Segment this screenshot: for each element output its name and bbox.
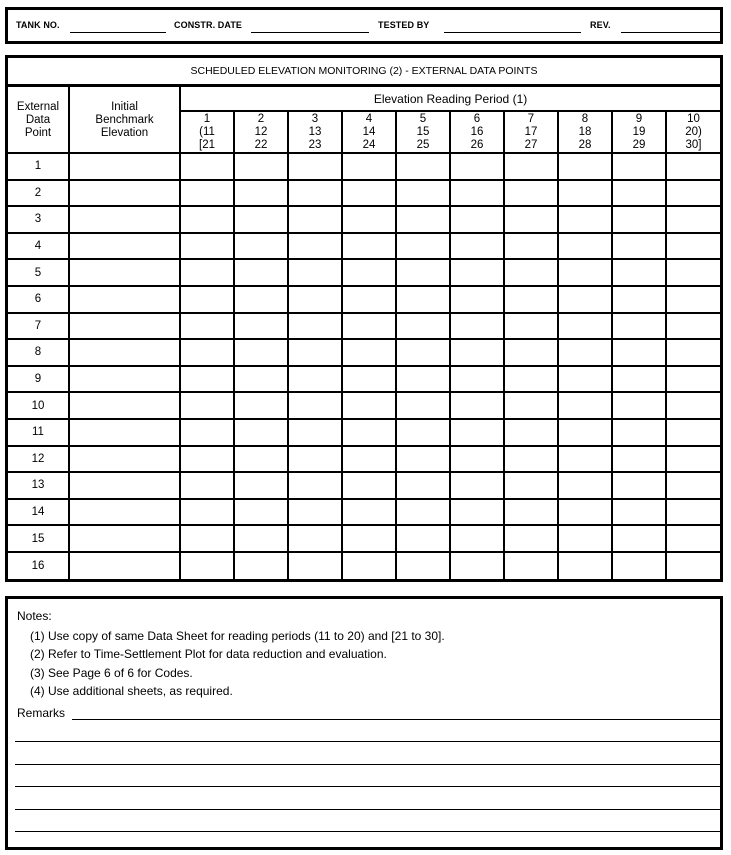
reading-cell-period-10[interactable] [666,499,720,526]
reading-cell-period-2[interactable] [234,552,288,579]
reading-cell-period-9[interactable] [612,392,666,419]
reading-cell-period-8[interactable] [558,472,612,499]
reading-cell-period-3[interactable] [288,206,342,233]
reading-cell-period-6[interactable] [450,313,504,340]
reading-cell-period-4[interactable] [342,259,396,286]
reading-cell-period-1[interactable] [180,286,234,313]
data-point-number: 6 [8,286,69,313]
reading-cell-period-1[interactable] [180,525,234,552]
table-row [8,259,720,286]
reading-cell-period-4[interactable] [342,392,396,419]
reading-cell-period-3[interactable] [288,472,342,499]
reading-cell-period-8[interactable] [558,153,612,180]
reading-cell-period-6[interactable] [450,339,504,366]
reading-cell-period-2[interactable] [234,180,288,207]
reading-cell-period-1[interactable] [180,446,234,473]
reading-cell-period-9[interactable] [612,419,666,446]
constr-date-field[interactable] [251,32,369,33]
reading-cell-period-4[interactable] [342,472,396,499]
reading-cell-period-10[interactable] [666,366,720,393]
reading-cell-period-10[interactable] [666,552,720,579]
data-point-number: 1 [8,153,69,180]
reading-cell-period-8[interactable] [558,525,612,552]
reading-cell-period-8[interactable] [558,499,612,526]
reading-cell-period-6[interactable] [450,180,504,207]
rev-field[interactable] [621,32,720,33]
note-2: (2) Refer to Time-Settlement Plot for data reduction and evaluation. [30,647,387,661]
reading-cell-period-9[interactable] [612,259,666,286]
reading-cell-period-3[interactable] [288,233,342,260]
reading-cell-period-7[interactable] [504,419,558,446]
reading-cell-period-8[interactable] [558,552,612,579]
reading-cell-period-7[interactable] [504,180,558,207]
reading-cell-period-5[interactable] [396,552,450,579]
period-header-9: 9 19 29 [612,111,666,153]
reading-cell-period-10[interactable] [666,180,720,207]
reading-cell-period-9[interactable] [612,286,666,313]
reading-cell-period-9[interactable] [612,233,666,260]
reading-cell-period-7[interactable] [504,206,558,233]
note-4: (4) Use additional sheets, as required. [30,684,233,698]
reading-cell-period-5[interactable] [396,153,450,180]
data-point-number: 13 [8,472,69,499]
reading-cell-period-6[interactable] [450,259,504,286]
notes-title: Notes: [17,609,52,623]
benchmark-elevation-cell[interactable] [69,206,180,233]
constr-date-label: CONSTR. DATE [174,20,243,30]
remarks-label: Remarks [17,706,66,720]
data-point-number: 10 [8,392,69,419]
benchmark-elevation-cell[interactable] [69,499,180,526]
reading-cell-period-3[interactable] [288,419,342,446]
reading-cell-period-6[interactable] [450,552,504,579]
reading-cell-period-8[interactable] [558,366,612,393]
header-box [5,7,723,44]
table-row [8,446,720,473]
reading-cell-period-9[interactable] [612,180,666,207]
reading-cell-period-1[interactable] [180,339,234,366]
elevation-reading-period-header: Elevation Reading Period (1) [180,87,720,111]
data-point-number: 4 [8,233,69,260]
reading-cell-period-4[interactable] [342,180,396,207]
reading-cell-period-4[interactable] [342,233,396,260]
reading-cell-period-9[interactable] [612,313,666,340]
reading-cell-period-3[interactable] [288,339,342,366]
notes-box [5,596,723,850]
reading-cell-period-10[interactable] [666,259,720,286]
reading-cell-period-4[interactable] [342,552,396,579]
reading-cell-period-10[interactable] [666,153,720,180]
benchmark-elevation-cell[interactable] [69,313,180,340]
reading-cell-period-4[interactable] [342,313,396,340]
reading-cell-period-2[interactable] [234,286,288,313]
reading-cell-period-1[interactable] [180,233,234,260]
reading-cell-period-7[interactable] [504,472,558,499]
data-point-number: 14 [8,499,69,526]
note-3: (3) See Page 6 of 6 for Codes. [30,666,193,680]
reading-cell-period-1[interactable] [180,180,234,207]
reading-cell-period-10[interactable] [666,419,720,446]
table-row [8,286,720,313]
reading-cell-period-7[interactable] [504,233,558,260]
reading-cell-period-9[interactable] [612,446,666,473]
data-point-number: 16 [8,552,69,579]
reading-cell-period-2[interactable] [234,366,288,393]
reading-cell-period-1[interactable] [180,392,234,419]
data-point-number: 12 [8,446,69,473]
reading-cell-period-9[interactable] [612,206,666,233]
tank-no-field[interactable] [70,32,166,33]
reading-cell-period-2[interactable] [234,259,288,286]
data-point-number: 3 [8,206,69,233]
reading-cell-period-5[interactable] [396,446,450,473]
period-header-10: 10 20) 30] [666,111,720,153]
table-row [8,525,720,552]
reading-cell-period-7[interactable] [504,392,558,419]
reading-cell-period-1[interactable] [180,499,234,526]
col-external-data-point: External Data Point [8,87,69,153]
data-point-number: 9 [8,366,69,393]
tested-by-label: TESTED BY [378,20,430,30]
table-row [8,180,720,207]
reading-cell-period-5[interactable] [396,206,450,233]
reading-cell-period-10[interactable] [666,206,720,233]
reading-cell-period-10[interactable] [666,233,720,260]
reading-cell-period-10[interactable] [666,446,720,473]
benchmark-elevation-cell[interactable] [69,153,180,180]
reading-cell-period-6[interactable] [450,419,504,446]
table-title: SCHEDULED ELEVATION MONITORING (2) - EXTERNAL DATA POINTS [8,58,720,87]
benchmark-elevation-cell[interactable] [69,525,180,552]
reading-cell-period-2[interactable] [234,419,288,446]
col-initial-benchmark-elevation: Initial Benchmark Elevation [69,87,180,153]
reading-cell-period-2[interactable] [234,339,288,366]
reading-cell-period-9[interactable] [612,153,666,180]
benchmark-elevation-cell[interactable] [69,339,180,366]
reading-cell-period-10[interactable] [666,286,720,313]
reading-cell-period-4[interactable] [342,525,396,552]
table-row [8,153,720,180]
reading-cell-period-3[interactable] [288,259,342,286]
reading-cell-period-4[interactable] [342,206,396,233]
tank-no-label: TANK NO. [16,20,60,30]
benchmark-elevation-cell[interactable] [69,180,180,207]
reading-cell-period-3[interactable] [288,180,342,207]
reading-cell-period-1[interactable] [180,552,234,579]
reading-cell-period-8[interactable] [558,313,612,340]
remarks-line-2[interactable] [15,741,723,742]
period-header-6: 6 16 26 [450,111,504,153]
period-header-4: 4 14 24 [342,111,396,153]
reading-cell-period-7[interactable] [504,525,558,552]
reading-cell-period-6[interactable] [450,392,504,419]
benchmark-elevation-cell[interactable] [69,233,180,260]
reading-cell-period-8[interactable] [558,259,612,286]
reading-cell-period-7[interactable] [504,259,558,286]
table-row [8,552,720,579]
reading-cell-period-4[interactable] [342,419,396,446]
reading-cell-period-2[interactable] [234,206,288,233]
reading-cell-period-2[interactable] [234,499,288,526]
reading-cell-period-2[interactable] [234,472,288,499]
reading-cell-period-6[interactable] [450,233,504,260]
reading-cell-period-3[interactable] [288,525,342,552]
reading-cell-period-9[interactable] [612,366,666,393]
period-header-3: 3 13 23 [288,111,342,153]
reading-cell-period-4[interactable] [342,286,396,313]
table-row [8,419,720,446]
reading-cell-period-1[interactable] [180,419,234,446]
reading-cell-period-3[interactable] [288,153,342,180]
data-table-box [5,55,723,582]
period-header-7: 7 17 27 [504,111,558,153]
period-header-2: 2 12 22 [234,111,288,153]
reading-cell-period-5[interactable] [396,472,450,499]
reading-cell-period-4[interactable] [342,499,396,526]
reading-cell-period-5[interactable] [396,259,450,286]
reading-cell-period-2[interactable] [234,392,288,419]
reading-cell-period-7[interactable] [504,313,558,340]
reading-cell-period-1[interactable] [180,153,234,180]
reading-cell-period-7[interactable] [504,153,558,180]
reading-cell-period-10[interactable] [666,339,720,366]
reading-cell-period-7[interactable] [504,499,558,526]
reading-cell-period-8[interactable] [558,339,612,366]
reading-cell-period-7[interactable] [504,339,558,366]
reading-cell-period-4[interactable] [342,339,396,366]
tested-by-field[interactable] [444,32,581,33]
reading-cell-period-1[interactable] [180,313,234,340]
reading-cell-period-5[interactable] [396,286,450,313]
reading-cell-period-9[interactable] [612,472,666,499]
reading-cell-period-3[interactable] [288,552,342,579]
reading-cell-period-5[interactable] [396,366,450,393]
table-row [8,472,720,499]
reading-cell-period-3[interactable] [288,499,342,526]
remarks-line-4[interactable] [15,786,723,787]
reading-cell-period-7[interactable] [504,366,558,393]
reading-cell-period-9[interactable] [612,499,666,526]
table-row [8,366,720,393]
rev-label: REV. [590,20,611,30]
reading-cell-period-6[interactable] [450,472,504,499]
reading-cell-period-4[interactable] [342,366,396,393]
reading-cell-period-8[interactable] [558,180,612,207]
note-1: (1) Use copy of same Data Sheet for reading periods (11 to 20) and [21 to 30]. [30,629,445,643]
reading-cell-period-5[interactable] [396,392,450,419]
reading-cell-period-5[interactable] [396,525,450,552]
reading-cell-period-2[interactable] [234,313,288,340]
elevation-table [8,87,720,579]
period-header-5: 5 15 25 [396,111,450,153]
reading-cell-period-6[interactable] [450,525,504,552]
reading-cell-period-7[interactable] [504,286,558,313]
reading-cell-period-2[interactable] [234,153,288,180]
reading-cell-period-3[interactable] [288,286,342,313]
period-header-8: 8 18 28 [558,111,612,153]
reading-cell-period-10[interactable] [666,525,720,552]
reading-cell-period-8[interactable] [558,206,612,233]
reading-cell-period-6[interactable] [450,366,504,393]
data-point-number: 8 [8,339,69,366]
table-row [8,206,720,233]
benchmark-elevation-cell[interactable] [69,446,180,473]
table-row [8,339,720,366]
reading-cell-period-5[interactable] [396,233,450,260]
reading-cell-period-6[interactable] [450,206,504,233]
reading-cell-period-4[interactable] [342,446,396,473]
reading-cell-period-1[interactable] [180,259,234,286]
reading-cell-period-5[interactable] [396,180,450,207]
data-point-number: 2 [8,180,69,207]
benchmark-elevation-cell[interactable] [69,472,180,499]
reading-cell-period-7[interactable] [504,552,558,579]
reading-cell-period-3[interactable] [288,313,342,340]
reading-cell-period-5[interactable] [396,313,450,340]
reading-cell-period-3[interactable] [288,392,342,419]
reading-cell-period-9[interactable] [612,525,666,552]
table-row [8,392,720,419]
reading-cell-period-8[interactable] [558,446,612,473]
reading-cell-period-1[interactable] [180,472,234,499]
remarks-line-1[interactable] [72,719,723,720]
reading-cell-period-3[interactable] [288,366,342,393]
benchmark-elevation-cell[interactable] [69,366,180,393]
reading-cell-period-8[interactable] [558,419,612,446]
reading-cell-period-5[interactable] [396,499,450,526]
table-row [8,233,720,260]
reading-cell-period-1[interactable] [180,206,234,233]
benchmark-elevation-cell[interactable] [69,392,180,419]
benchmark-elevation-cell[interactable] [69,419,180,446]
reading-cell-period-6[interactable] [450,446,504,473]
period-header-1: 1 (11 [21 [180,111,234,153]
reading-cell-period-5[interactable] [396,419,450,446]
table-row [8,313,720,340]
reading-cell-period-10[interactable] [666,313,720,340]
data-point-number: 5 [8,259,69,286]
reading-cell-period-9[interactable] [612,339,666,366]
reading-cell-period-6[interactable] [450,499,504,526]
table-row [8,499,720,526]
benchmark-elevation-cell[interactable] [69,286,180,313]
data-point-number: 7 [8,313,69,340]
remarks-line-3[interactable] [15,764,723,765]
reading-cell-period-8[interactable] [558,233,612,260]
reading-cell-period-2[interactable] [234,233,288,260]
reading-cell-period-10[interactable] [666,472,720,499]
remarks-line-6[interactable] [15,831,723,832]
reading-cell-period-7[interactable] [504,446,558,473]
data-point-number: 15 [8,525,69,552]
reading-cell-period-8[interactable] [558,392,612,419]
reading-cell-period-5[interactable] [396,339,450,366]
data-point-number: 11 [8,419,69,446]
reading-cell-period-3[interactable] [288,446,342,473]
reading-cell-period-9[interactable] [612,552,666,579]
reading-cell-period-6[interactable] [450,286,504,313]
reading-cell-period-4[interactable] [342,153,396,180]
reading-cell-period-2[interactable] [234,525,288,552]
reading-cell-period-1[interactable] [180,366,234,393]
reading-cell-period-8[interactable] [558,286,612,313]
benchmark-elevation-cell[interactable] [69,259,180,286]
remarks-line-5[interactable] [15,809,723,810]
reading-cell-period-2[interactable] [234,446,288,473]
benchmark-elevation-cell[interactable] [69,552,180,579]
reading-cell-period-6[interactable] [450,153,504,180]
reading-cell-period-10[interactable] [666,392,720,419]
